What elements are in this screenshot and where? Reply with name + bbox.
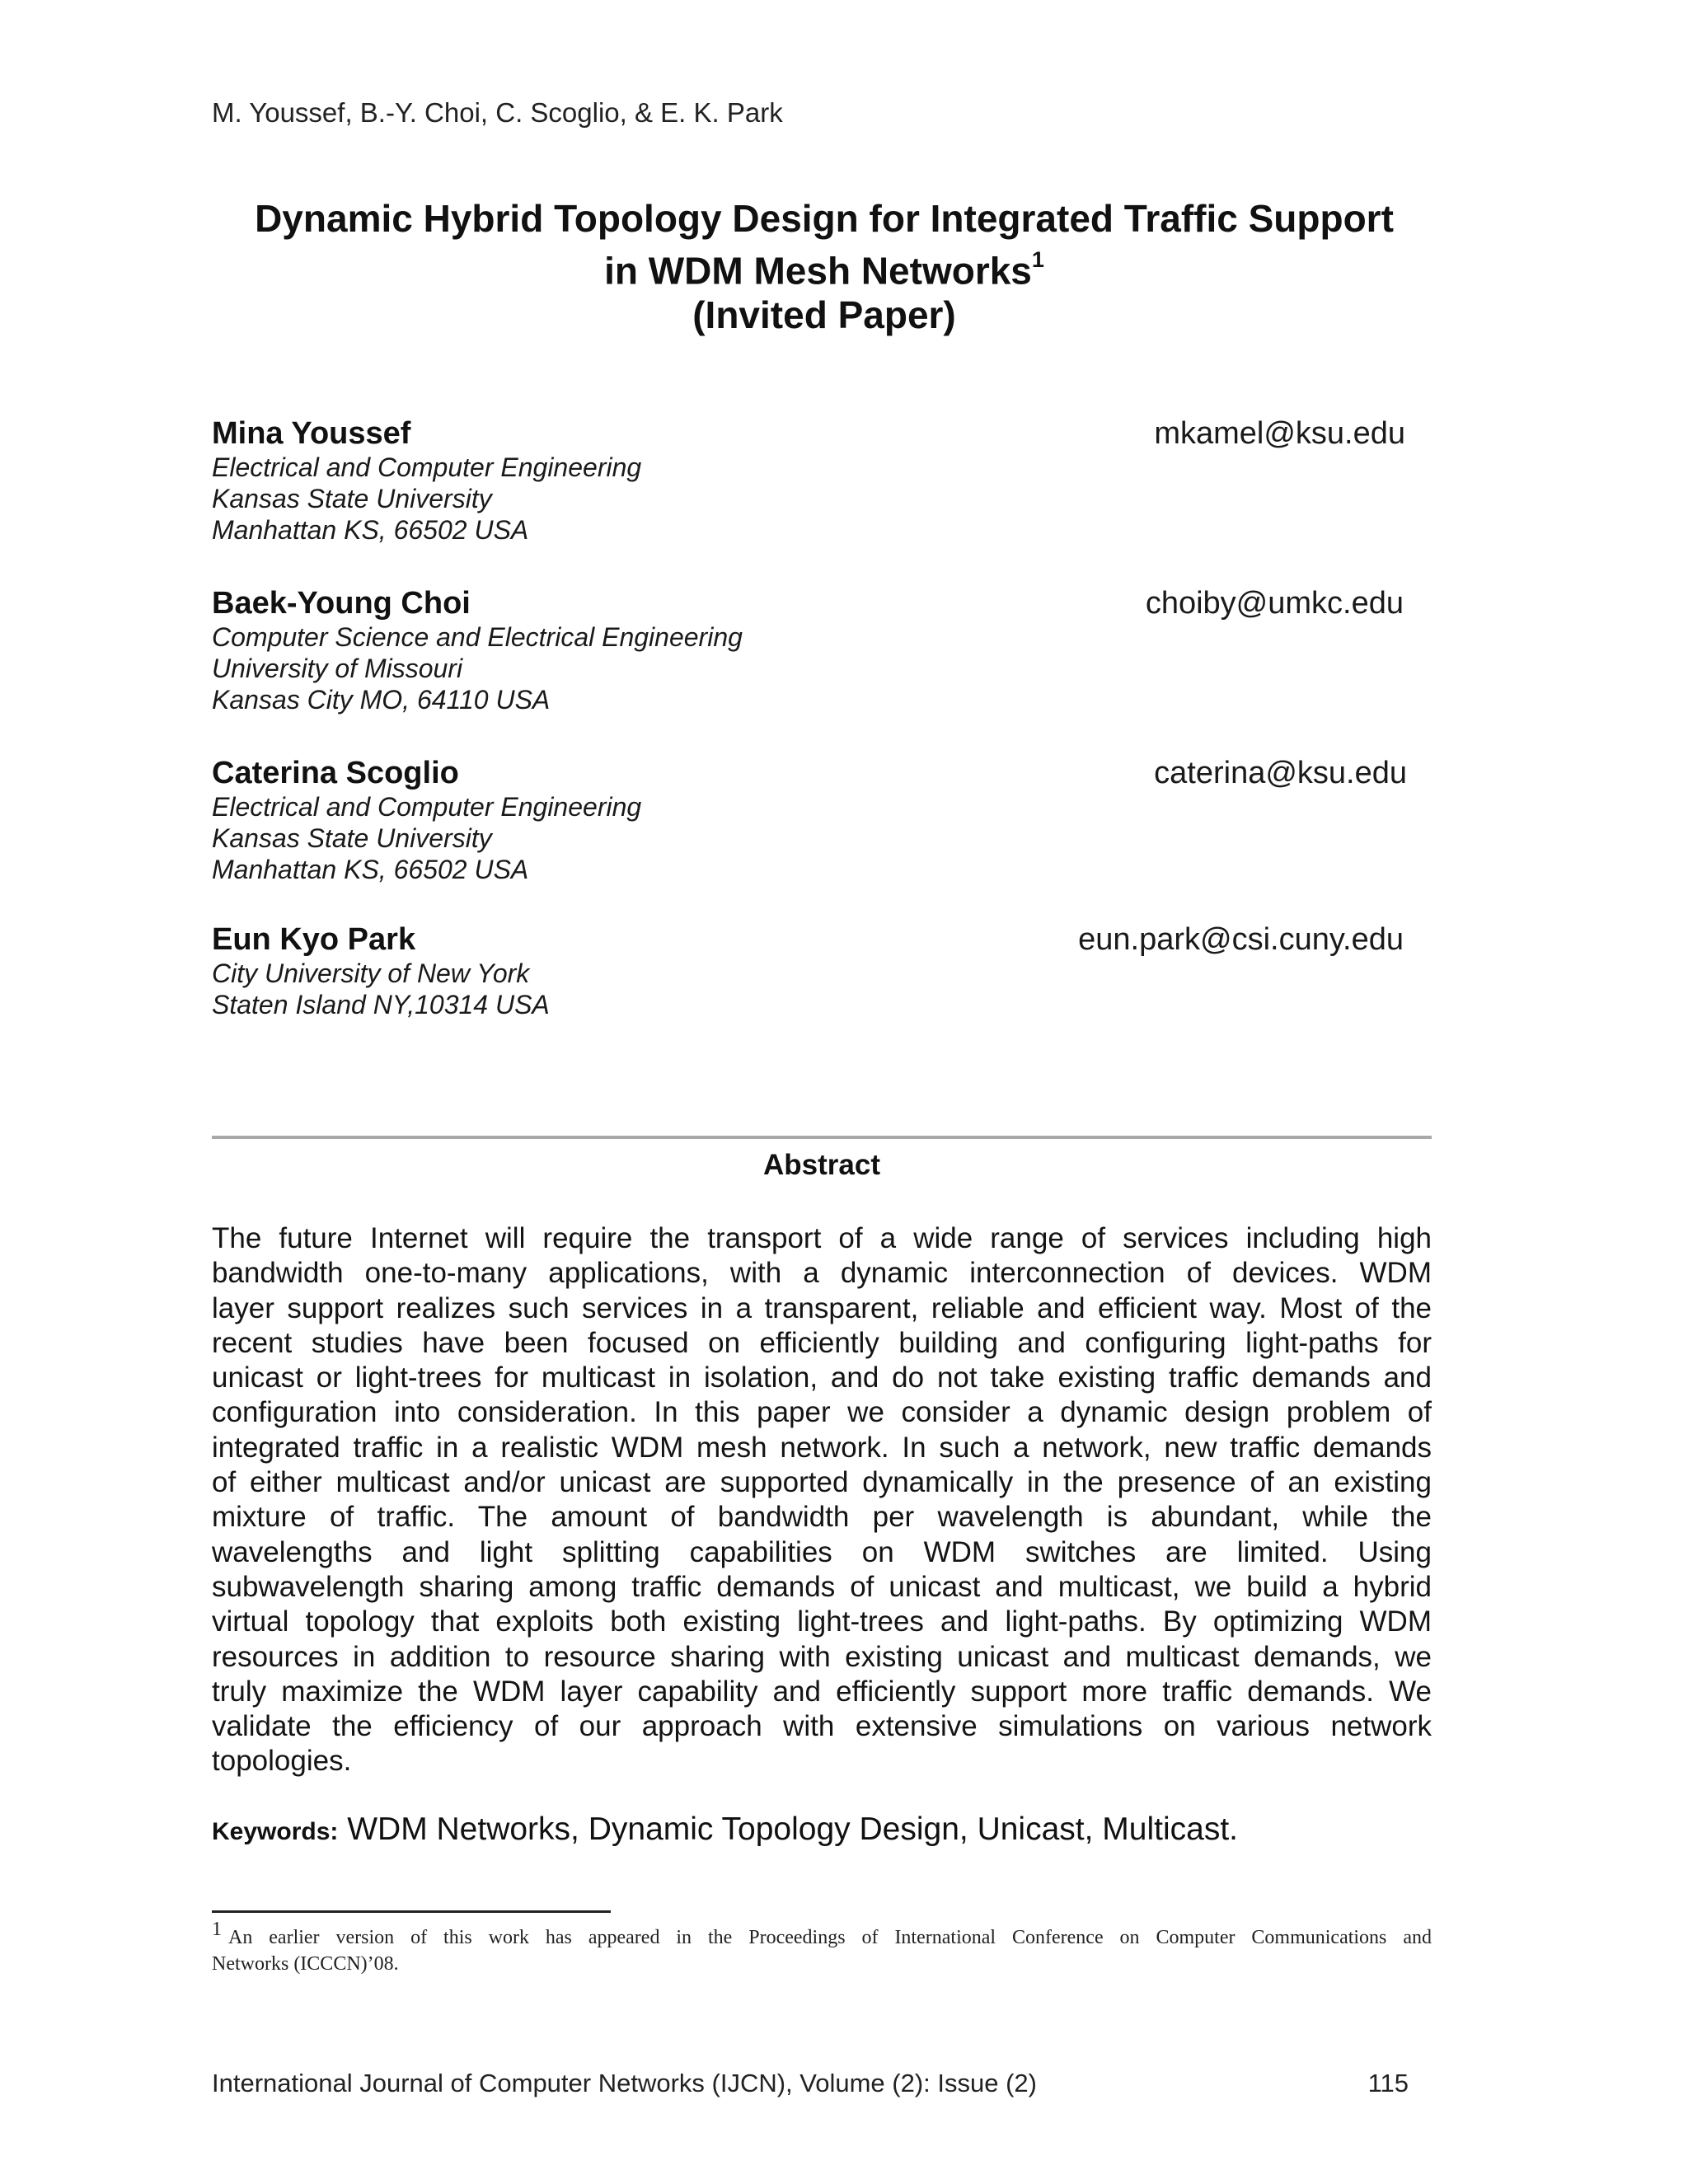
author-email: eun.park@csi.cuny.edu xyxy=(1078,922,1404,957)
abstract-line: wavelengths and light splitting capabilities on WDM switches are limited. Using xyxy=(212,1535,1432,1568)
author-affiliation-line: Manhattan KS, 66502 USA xyxy=(212,515,529,545)
author-block-3 xyxy=(212,755,1407,885)
footnote-line-2: Networks (ICCCN)’08. xyxy=(212,1953,399,1975)
author-name: Eun Kyo Park xyxy=(212,922,416,957)
abstract-line: of either multicast and/or unicast are supported dynamically in the presence of an existing xyxy=(212,1466,1432,1499)
title-footnote-marker: 1 xyxy=(1031,247,1044,272)
author-email: caterina@ksu.edu xyxy=(1154,756,1407,790)
abstract-text xyxy=(212,1221,1432,1779)
footnote-text: An earlier version of this work has appeared in the Proceedings of International Conference on Computer Communications and xyxy=(228,1927,1432,1948)
title-line-2 xyxy=(148,241,1500,293)
author-name: Baek-Young Choi xyxy=(212,586,471,621)
footnote xyxy=(212,1919,1432,1977)
abstract-line: The future Internet will require the transport of a wide range of services including high xyxy=(212,1222,1432,1254)
abstract-line: configuration into consideration. In this paper we consider a dynamic design problem of xyxy=(212,1396,1432,1429)
author-affiliation-line: Manhattan KS, 66502 USA xyxy=(212,855,529,884)
abstract-line: unicast or light-trees for multicast in isolation, and do not take existing traffic demands and xyxy=(212,1361,1432,1394)
abstract-line: integrated traffic in a realistic WDM mesh network. In such a network, new traffic demands xyxy=(212,1431,1432,1464)
author-email: mkamel@ksu.edu xyxy=(1154,416,1405,451)
page-footer xyxy=(212,2068,1409,2099)
author-affiliation-line: Computer Science and Electrical Engineering xyxy=(212,622,743,652)
abstract-line: layer support realizes such services in a transparent, reliable and efficient way. Most of the xyxy=(212,1291,1432,1324)
title-line-2-text: in WDM Mesh Networks xyxy=(604,249,1032,293)
abstract-line: validate the efficiency of our approach with extensive simulations on various network xyxy=(212,1710,1432,1743)
author-affiliation-line: City University of New York xyxy=(212,958,530,988)
abstract-line: resources in addition to resource sharing with existing unicast and multicast demands, we xyxy=(212,1640,1432,1673)
abstract-line: bandwidth one-to-many applications, with a dynamic interconnection of devices. WDM xyxy=(212,1257,1432,1290)
footnote-line-1 xyxy=(212,1919,1432,1951)
keywords-text: WDM Networks, Dynamic Topology Design, Unicast, Multicast. xyxy=(347,1811,1238,1847)
abstract-line: topologies. xyxy=(212,1745,352,1778)
author-affiliation-line: University of Missouri xyxy=(212,654,463,683)
journal-citation: International Journal of Computer Networks (IJCN), Volume (2): Issue (2) xyxy=(212,2069,1037,2097)
footnote-marker: 1 xyxy=(212,1919,222,1940)
author-block-4 xyxy=(212,921,1407,1020)
author-name: Caterina Scoglio xyxy=(212,756,459,790)
author-block-1 xyxy=(212,415,1407,546)
author-affiliation-line: Kansas State University xyxy=(212,823,492,853)
page-number: 115 xyxy=(1367,2069,1409,2097)
author-affiliation-line: Kansas State University xyxy=(212,484,492,513)
footnote-divider xyxy=(212,1910,611,1913)
keywords-label: Keywords: xyxy=(212,1818,339,1845)
abstract-divider xyxy=(212,1136,1432,1139)
abstract-line: virtual topology that exploits both existing light-trees and light-paths. By optimizing WDM xyxy=(212,1605,1432,1638)
running-head: M. Youssef, B.-Y. Choi, C. Scoglio, & E. K. Park xyxy=(212,97,783,128)
author-affiliation-line: Electrical and Computer Engineering xyxy=(212,792,642,822)
author-block-2 xyxy=(212,585,1407,715)
keywords xyxy=(212,1811,1238,1851)
paper-title xyxy=(148,196,1500,337)
author-affiliation-line: Kansas City MO, 64110 USA xyxy=(212,685,551,715)
title-line-1: Dynamic Hybrid Topology Design for Integrated Traffic Support xyxy=(255,197,1394,240)
abstract-line: subwavelength sharing among traffic demands of unicast and multicast, we build a hybrid xyxy=(212,1570,1432,1603)
abstract-line: truly maximize the WDM layer capability and efficiently support more traffic demands. We xyxy=(212,1675,1432,1708)
abstract-line: recent studies have been focused on efficiently building and configuring light-paths for xyxy=(212,1326,1432,1359)
author-affiliation-line: Staten Island NY,10314 USA xyxy=(212,990,550,1019)
author-affiliation-line: Electrical and Computer Engineering xyxy=(212,452,642,482)
abstract-line: mixture of traffic. The amount of bandwidth per wavelength is abundant, while the xyxy=(212,1501,1432,1534)
title-line-3: (Invited Paper) xyxy=(692,293,956,337)
abstract-heading: Abstract xyxy=(763,1149,880,1181)
author-email: choiby@umkc.edu xyxy=(1145,586,1404,621)
author-name: Mina Youssef xyxy=(212,416,411,451)
